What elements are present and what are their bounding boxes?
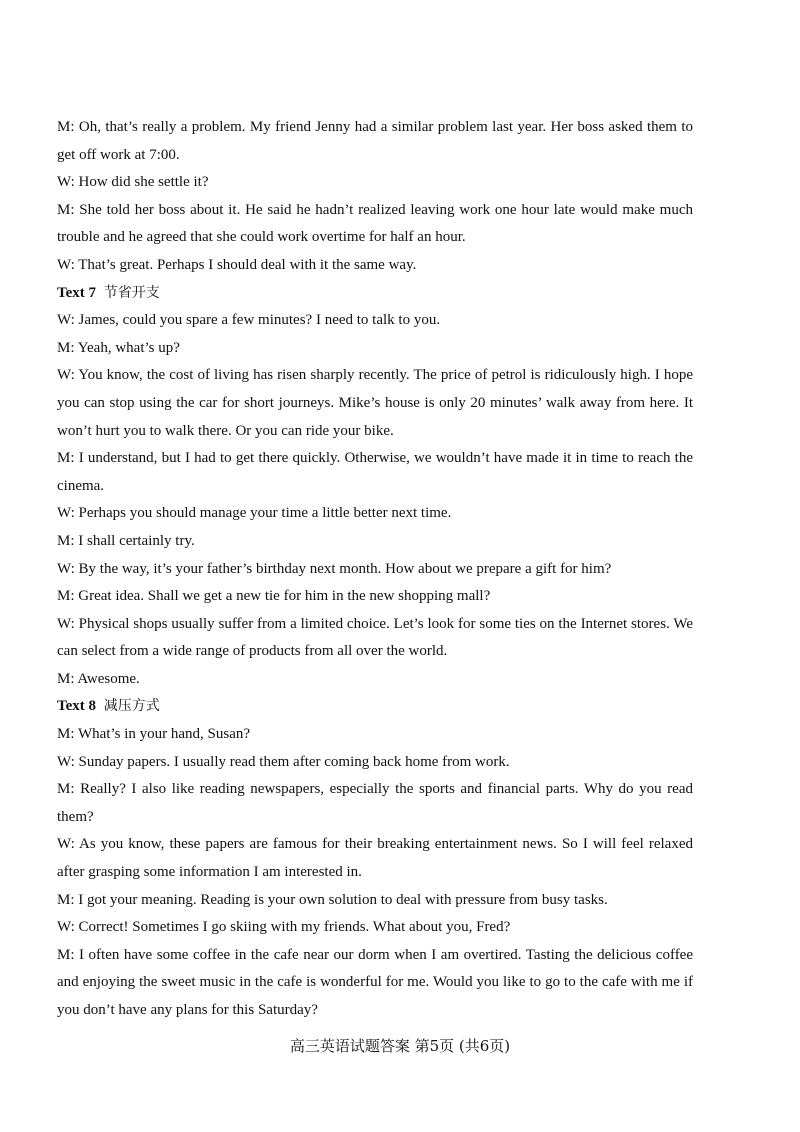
dialogue-line: W: You know, the cost of living has risen sharply recently. The price of petrol is ridiculously high. I hope you can stop using the car for short journeys. Mike’s house is only 20 minutes’ walk away from here. It won’t hurt you to walk there. Or you can ride your bike. (57, 367, 693, 439)
dialogue-line: M: Oh, that’s really a problem. My friend Jenny had a similar problem last year. Her boss asked them to get off work at 7:00. (57, 119, 693, 163)
dialogue-line: M: I often have some coffee in the cafe near our dorm when I am overtired. Tasting the delicious coffee and enjoying the sweet music in the cafe is wonderful for me. Would you like to go to the cafe with me if you don’t have any plans for this Saturday? (57, 946, 693, 1018)
dialogue-line: M: She told her boss about it. He said he hadn’t realized leaving work one hour late would make much trouble and he agreed that she could work overtime for half an hour. (57, 201, 693, 246)
page-footer: 高三英语试题答案 第5页 (共6页) (289, 1037, 511, 1055)
dialogue-line: M: I got your meaning. Reading is your own solution to deal with pressure from busy tasks. (57, 891, 608, 908)
dialogue-line: W: As you know, these papers are famous for their breaking entertainment news. So I will feel relaxed after grasping some information I am interested in. (57, 836, 693, 881)
dialogue-line: W: By the way, it’s your father’s birthday next month. How about we prepare a gift for him? (57, 560, 612, 577)
text7-topic: 节省开支 (103, 284, 160, 301)
text7-label: Text 7 (57, 284, 97, 301)
dialogue-line: W: Physical shops usually suffer from a limited choice. Let’s look for some ties on the Internet stores. We can select from a wide range of products from all over the world. (57, 615, 693, 660)
dialogue-line: M: Yeah, what’s up? (57, 339, 180, 356)
text8-label: Text 8 (57, 698, 97, 715)
dialogue-line: W: How did she settle it? (57, 174, 209, 191)
dialogue-line: W: James, could you spare a few minutes? I need to talk to you. (57, 312, 441, 329)
dialogue-line: W: That’s great. Perhaps I should deal with it the same way. (57, 256, 417, 273)
text8-topic: 减压方式 (103, 698, 160, 715)
dialogue-line: M: What’s in your hand, Susan? (57, 726, 251, 743)
dialogue-line: M: I shall certainly try. (57, 532, 195, 549)
dialogue-line: W: Sunday papers. I usually read them after coming back home from work. (57, 753, 510, 770)
text8-heading (57, 693, 693, 721)
dialogue-line: W: Correct! Sometimes I go skiing with my friends. What about you, Fred? (57, 919, 511, 936)
dialogue-content (57, 114, 693, 1025)
dialogue-line: M: Really? I also like reading newspapers, especially the sports and financial parts. Why do you read them? (57, 781, 693, 825)
dialogue-line: M: I understand, but I had to get there quickly. Otherwise, we wouldn’t have made it in time to reach the cinema. (57, 450, 693, 494)
dialogue-line: M: Great idea. Shall we get a new tie for him in the new shopping mall? (57, 588, 491, 605)
text7-heading (57, 280, 693, 308)
dialogue-line: W: Perhaps you should manage your time a little better next time. (57, 505, 452, 522)
dialogue-line: M: Awesome. (57, 670, 140, 687)
